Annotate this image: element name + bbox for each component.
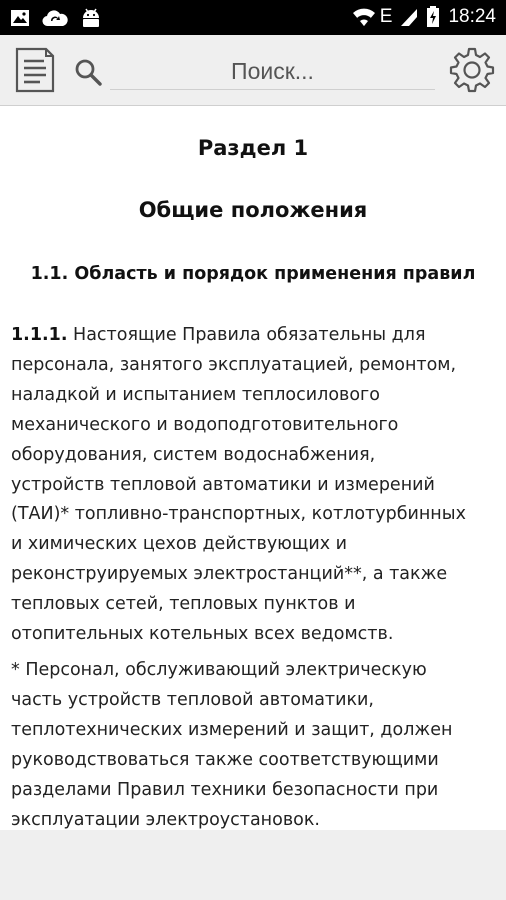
footnote-line: руководствоваться также соответствующими [11,749,439,770]
paragraph-1-1-1 [11,321,501,650]
footnote-line: эксплуатации электроустановок. [11,809,320,830]
footnote [11,656,501,835]
status-bar [0,0,506,35]
android-icon [80,7,102,29]
chapter-title: Общие положения [138,198,368,222]
network-type-label: E [379,6,393,27]
paragraph-line: и химических цехов действующих и [11,534,348,555]
footnote-line: разделами Правил техники безопасности при [11,779,439,800]
app-toolbar [0,35,506,106]
paragraph-line: тепловых сетей, тепловых пунктов и [11,594,356,615]
paragraph-line: персонала, занятого эксплуатацией, ремонтом, [11,354,457,375]
search-input[interactable] [110,53,435,90]
paragraph-line: наладкой и испытанием теплосилового [11,384,380,405]
sync-cloud-icon [42,8,68,28]
paragraph-line: механического и водоподготовительного [11,414,399,435]
search-icon[interactable] [74,58,102,86]
gear-icon[interactable] [448,46,496,94]
signal-icon [400,7,418,27]
paragraph-line: 1.1.1. Настоящие Правила обязательны для [11,325,426,345]
document-list-icon[interactable] [14,47,56,93]
paragraph-line: устройств тепловой автоматики и измерений [11,474,435,495]
wifi-icon [352,7,376,27]
subsection-title: 1.1. Область и порядок применения правил [30,264,476,284]
paragraph-line: оборудования, систем водоснабжения, [11,444,376,465]
paragraph-line: (ТАИ)* топливно-транспортных, котлотурбинных [11,504,466,525]
system-icons [352,5,496,29]
footnote-line: часть устройств тепловой автоматики, [11,689,374,710]
image-icon [10,8,30,28]
footnote-line: * Персонал, обслуживающий электрическую [11,660,427,680]
footnote-line: теплотехнических измерений и защит, должен [11,719,453,740]
paragraph-line: реконструируемых электростанций**, а также [11,564,448,585]
clock: 18:24 [448,6,496,27]
paragraph-number: 1.1.1. [11,325,68,345]
battery-charging-icon [426,6,440,28]
paragraph-line: отопительных котельных всех ведомств. [11,624,394,645]
section-title: Раздел 1 [197,136,309,160]
document-content [0,106,506,830]
notification-icons [10,7,102,29]
